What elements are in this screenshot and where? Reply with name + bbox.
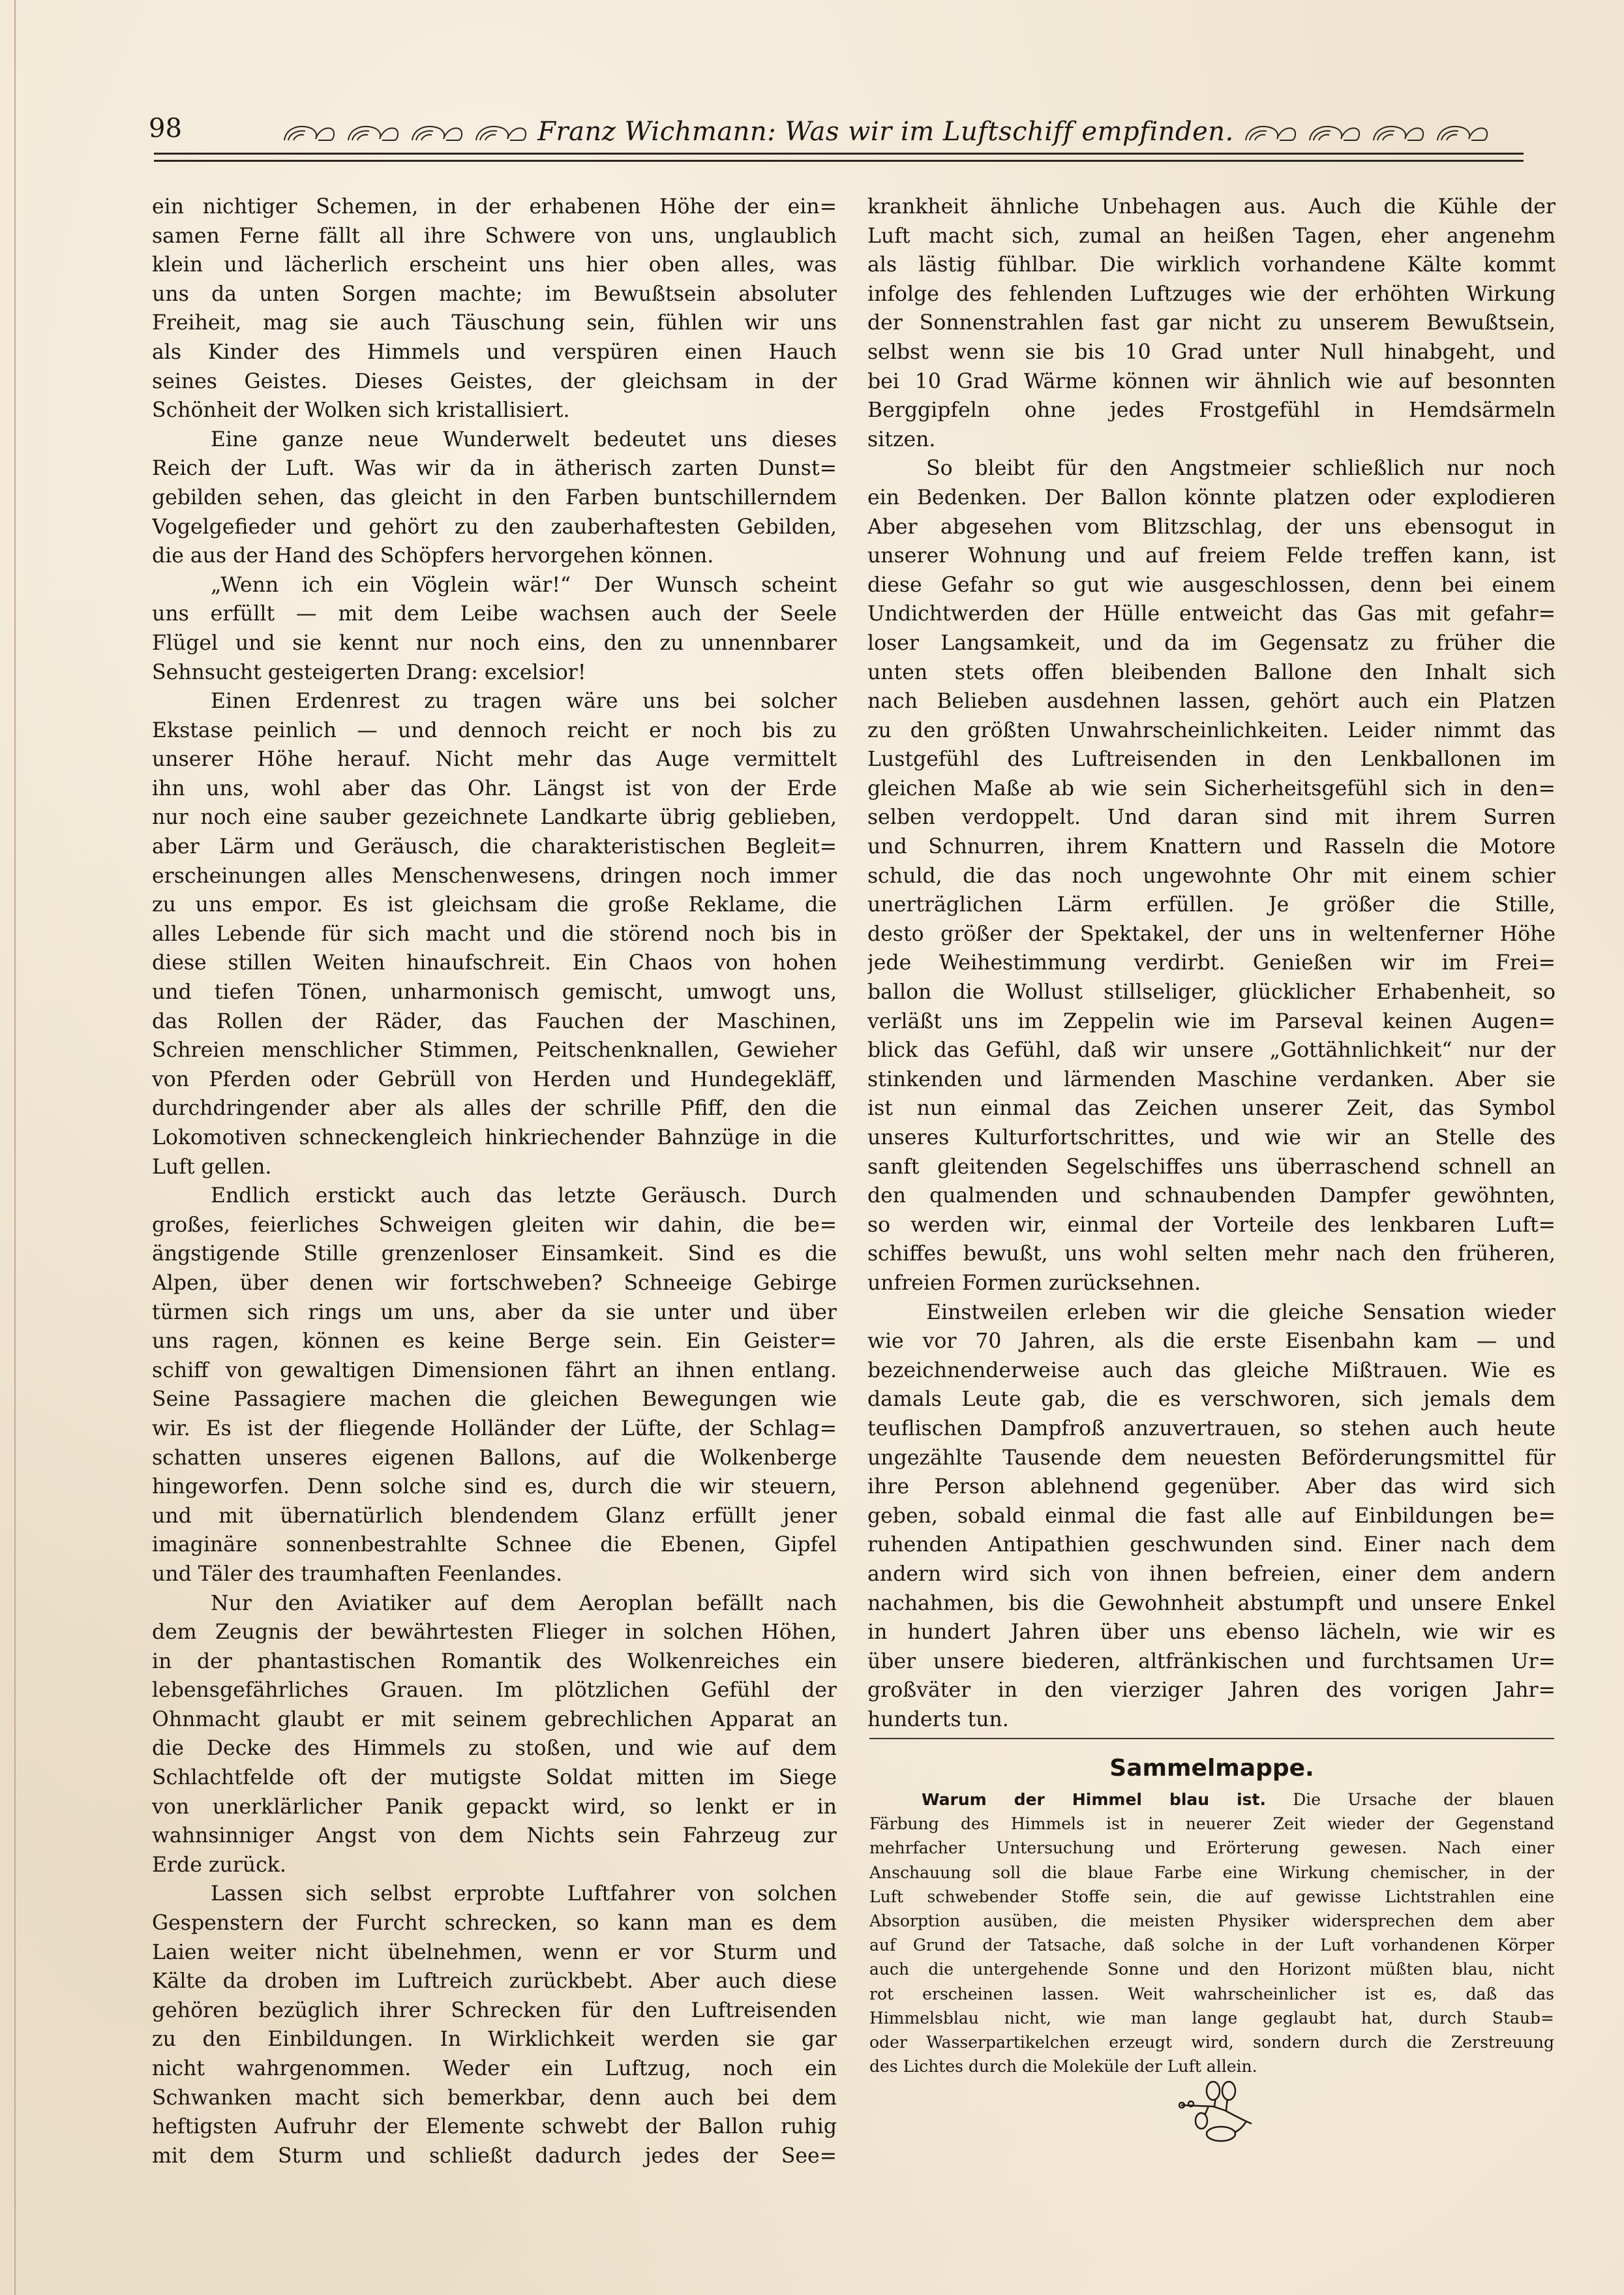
section-separator [869,1738,1554,1739]
text-line: die aus der Hand des Schöpfers hervorgehen können. [152,544,714,568]
text-line: Ohnmacht glaubt er mit seinem gebrechlichen Apparat an [152,1707,837,1731]
text-line: Schwanken macht sich bemerkbar, denn auch bei dem [152,2086,837,2110]
text-line: ballon die Wollust stillseliger, glücklicher Erhabenheit, so [867,980,1556,1005]
page-edge-line [14,0,16,2295]
text-line: diese stillen Weiten hinaufschreit. Ein Chaos von hohen [152,951,837,975]
text-line: heftigsten Aufruhr der Elemente schwebt der Ballon ruhig [152,2115,837,2139]
text-line: so werden wir, einmal der Vorteile des lenkbaren Luft= [867,1213,1556,1237]
text-line: und Täler des traumhaften Feenlandes. [152,1562,563,1586]
text-line: ein Bedenken. Der Ballon könnte platzen oder explodieren [867,485,1556,509]
text-line: wahnsinniger Angst von dem Nichts sein Fahrzeug zur [152,1824,837,1848]
text-line: Luft macht sich, zumal an heißen Tagen, eher angenehm [867,224,1556,248]
header-rule-top [154,153,1524,155]
left-column [152,192,837,2170]
text-line: uns erfüllt — mit dem Leibe wachsen auch der Seele [152,602,837,626]
text-line: damals Leute gab, die es verschworen, sich jemals dem [867,1388,1556,1412]
text-line: unseres Kulturfortschrittes, und wie wir an Stelle des [867,1126,1556,1149]
text-line: unten stets offen bleibenden Ballone den Inhalt sich [867,660,1556,684]
text-line: großväter in den vierziger Jahren des vorigen Jahr= [867,1679,1556,1703]
text-line: und mit übernatürlich blendendem Glanz erfüllt jener [152,1504,837,1528]
leaf-scroll-ornament-icon [1371,121,1426,143]
text-line: andern wird sich von ihnen befreien, einer dem andern [867,1562,1556,1586]
text-line: „Wenn ich ein Vöglein wär!“ Der Wunsch scheint [211,573,837,597]
text-line: durchdringender aber als alles der schrille Pfiff, den die [152,1097,837,1121]
text-line: Gespenstern der Furcht schrecken, so kann man es dem [152,1911,837,1936]
text-line: klein und lächerlich erscheint uns hier oben alles, was [152,253,837,277]
leaf-scroll-ornament-icon [282,121,337,143]
text-line: stinkenden und lärmenden Maschine verdanken. Aber sie [867,1067,1556,1091]
text-line: Reich der Luft. Was wir da in ätherisch zarten Dunst= [152,457,837,481]
text-line: ein nichtiger Schemen, in der erhabenen Höhe der ein= [152,195,837,219]
leaf-scroll-ornament-icon [1307,121,1362,143]
text-line: in der phantastischen Romantik des Wolkenreiches ein [152,1649,837,1673]
text-line: teuflischen Dampfroß anzuvertrauen, so stehen auch heute [867,1416,1556,1440]
text-line: in hundert Jahren über uns ebenso lächeln, wie wir es [867,1620,1556,1645]
text-line: unserer Höhe herauf. Nicht mehr das Auge vermittelt [152,748,837,772]
text-line: gebilden sehen, das gleicht in den Farben buntschillerndem [152,485,837,509]
text-line: zu uns empor. Es ist gleichsam die große Reklame, die [152,893,837,917]
running-title [292,112,1479,151]
text-line: nachahmen, bis die Gewohnheit abstumpft und unsere Enkel [867,1591,1556,1615]
text-line: ist nun einmal das Zeichen unserer Zeit, das Symbol [867,1097,1556,1121]
sammelmappe-heading: Sammelmappe. [1109,1755,1314,1782]
text-line: unerträglichen Lärm erfüllen. Je größer die Stille, [867,893,1556,917]
text-line: uns da unten Sorgen machte; im Bewußtsein absoluter [152,282,837,306]
text-line: zu den größten Unwahrscheinlichkeiten. Leider nimmt das [867,718,1556,742]
text-line: geben, sobald einmal die fast alle auf Einbildungen be= [867,1504,1556,1528]
header-rule-bottom [154,160,1524,162]
sammelmappe-line: Färbung des Himmels ist in neuerer Zeit wieder der Gegenstand [869,1814,1554,1834]
text-line: Schlachtfelde oft der mutigste Soldat mitten im Siege [152,1766,837,1790]
sammelmappe-line: auch die untergehende Sonne und den Horizont müßten blau, nicht [869,1960,1554,1979]
text-line: diese Gefahr so gut wie ausgeschlossen, denn bei einem [867,573,1556,597]
text-line: Kälte da droben im Luftreich zurückbebt. Aber auch diese [152,1969,837,1994]
text-line: Endlich erstickt auch das letzte Geräusch. Durch [211,1184,837,1208]
sammelmappe-line: mehrfacher Untersuchung und Erörterung gewesen. Nach einer [869,1838,1554,1858]
sammelmappe-line: Anschauung soll die blaue Farbe eine Wirkung chemischer, in der [869,1862,1554,1882]
text-line: nach Belieben ausdehnen lassen, gehört auch ein Platzen [867,690,1556,714]
text-line: Erde zurück. [152,1853,286,1877]
text-line: schiff von gewaltigen Dimensionen fährt an ihnen entlang. [152,1358,837,1382]
text-line: Luft gellen. [152,1155,272,1179]
sammelmappe-line: Absorption ausüben, die meisten Physiker widersprechen dem aber [869,1911,1554,1930]
leaf-scroll-ornament-icon [474,121,528,143]
text-line: als Kinder des Himmels und verspüren einen Hauch [152,340,837,364]
text-line: selben verdoppelt. Und daran sind mit ihrem Surren [867,806,1556,830]
text-line: als lästig fühlbar. Die wirklich vorhandene Kälte kommt [867,253,1556,277]
text-line: aber Lärm und Geräusch, die charakteristischen Begleit= [152,835,837,859]
text-line: Seine Passagiere machen die gleichen Bewegungen wie [152,1388,837,1412]
sammelmappe-line: oder Wasserpartikelchen erzeugt wird, sondern durch die Zerstreuung [869,2032,1554,2052]
text-line: nur noch eine sauber gezeichnete Landkarte übrig geblieben, [152,806,837,830]
text-line: Lokomotiven schneckengleich hinkriechender Bahnzüge in die [152,1126,837,1149]
text-line: mit dem Sturm und schließt dadurch jedes der See= [152,2144,837,2168]
text-line: schiffes bewußt, uns wohl selten mehr nach den früheren, [867,1242,1556,1266]
text-line: jede Weihestimmung verdirbt. Genießen wir im Frei= [867,951,1556,975]
sammelmappe-subheading: Warum der Himmel blau ist. [922,1790,1266,1809]
text-line: uns ragen, können es keine Berge sein. Ein Geister= [152,1330,837,1354]
text-line: Flügel und sie kennt nur noch eins, den zu unnennbarer [152,631,837,655]
text-line: verläßt uns im Zeppelin wie im Parseval keinen Augen= [867,1009,1556,1033]
text-line: lebensgefährliches Grauen. Im plötzlichen Gefühl der [152,1679,837,1703]
text-line: türmen sich rings um uns, aber da sie unter und über [152,1300,837,1324]
text-line: der Sonnenstrahlen fast gar nicht zu unserem Bewußtsein, [867,311,1556,335]
sammelmappe-first-line-text: Die Ursache der blauen [1293,1790,1554,1809]
text-line: loser Langsamkeit, und da im Gegensatz zu früher die [867,631,1556,655]
article-title: Franz Wichmann: Was wir im Luftschiff empfinden. [537,117,1234,147]
text-line: desto größer der Spektakel, der uns in weltenferner Höhe [867,922,1556,946]
text-line: samen Ferne fällt all ihre Schwere von uns, unglaublich [152,224,837,248]
text-line: Undichtwerden der Hülle entweicht das Gas mit gefahr= [867,602,1556,626]
text-line: erscheinungen alles Menschenwesens, dringen noch immer [152,864,837,888]
text-line: nicht wahrgenommen. Weder ein Luftzug, noch ein [152,2057,837,2080]
text-line: schuld, die das noch ungewohnte Ohr mit einem schier [867,864,1556,888]
text-line: die Decke des Himmels zu stoßen, und wie auf dem [152,1737,837,1761]
text-line: von Pferden oder Gebrüll von Herden und Hundegekläff, [152,1067,837,1091]
text-line: wie vor 70 Jahren, als die erste Eisenbahn kam — und [867,1330,1556,1354]
text-line: Eine ganze neue Wunderwelt bedeutet uns dieses [211,427,837,451]
sammelmappe-line: Luft schwebender Stoffe sein, die auf gewisse Lichtstrahlen eine [869,1887,1554,1906]
text-line: hingeworfen. Denn solche sind es, durch die wir steuern, [152,1475,837,1499]
text-line: Freiheit, mag sie auch Täuschung sein, fühlen wir uns [152,311,837,335]
text-line: Einen Erdenrest zu tragen wäre uns bei solcher [211,690,837,714]
text-line: So bleibt für den Angstmeier schließlich nur noch [926,457,1556,481]
sammelmappe-line: auf Grund der Tatsache, daß solche in der Luft vorhandenen Körper [869,1936,1554,1955]
sammelmappe-line: rot erscheinen lassen. Weit wahrscheinlicher ist es, daß das [869,1984,1554,2003]
text-line: ungezählte Tausende dem neuesten Beförderungsmittel für [867,1446,1556,1470]
blossom-branch-ornament-icon [1174,2078,1259,2143]
text-line: seines Geistes. Dieses Geistes, der gleichsam in der [152,369,837,393]
sammelmappe-line: des Lichtes durch die Moleküle der Luft allein. [869,2057,1257,2076]
text-line: ruhenden Antipathien geschwunden sind. Einer nach dem [867,1533,1556,1557]
leaf-scroll-ornament-icon [410,121,464,143]
sammelmappe-body [869,1787,1554,2078]
sammelmappe-line: Himmelsblau nicht, wie man lange geglaubt hat, durch Staub= [869,2008,1554,2028]
text-line: Berggipfeln ohne jedes Frostgefühl in Hemdsärmeln [867,399,1556,423]
text-line: krankheit ähnliche Unbehagen aus. Auch die Kühle der [867,195,1556,219]
text-line: von unerklärlicher Panik gepackt wird, so lenkt er in [152,1795,837,1819]
text-line: Alpen, über denen wir fortschweben? Schneeige Gebirge [152,1271,837,1295]
text-line: über unsere biederen, altfränkischen und furchtsamen Ur= [867,1649,1556,1673]
text-line: Laien weiter nicht übelnehmen, wenn er vor Sturm und [152,1940,837,1964]
text-line: Vogelgefieder und gehört zu den zauberhaftesten Gebilden, [152,515,837,539]
text-line: ihn uns, wohl aber das Ohr. Längst ist von der Erde [152,776,837,800]
text-line: großes, feierliches Schweigen gleiten wir dahin, die be= [152,1213,837,1237]
text-line: zu den Einbildungen. In Wirklichkeit werden sie gar [152,2028,837,2052]
text-line: Lustgefühl des Luftreisenden in den Lenkballonen im [867,748,1556,772]
text-line: und Schnurren, ihrem Knattern und Rasseln die Motore [867,835,1556,859]
text-line: hunderts tun. [867,1707,1009,1731]
text-line: Ekstase peinlich — und dennoch reicht er noch bis zu [152,718,837,742]
text-line: alles Lebende für sich macht und die störend noch bis in [152,922,837,946]
text-line: ihre Person ablehnend gegenüber. Aber das wird sich [867,1475,1556,1499]
text-line: selbst wenn sie bis 10 Grad unter Null hinabgeht, und [867,340,1556,364]
text-line: blick das Gefühl, daß wir unsere „Gottähnlichkeit“ nur der [867,1039,1556,1063]
text-line: schatten unseres eigenen Ballons, auf die Wolkenberge [152,1446,837,1470]
text-line: unserer Wohnung und auf freiem Felde treffen kann, ist [867,544,1556,568]
text-line: und tiefen Tönen, unharmonisch gemischt, umwogt uns, [152,980,837,1005]
text-line: dem Zeugnis der bewährtesten Flieger in solchen Höhen, [152,1620,837,1645]
sammelmappe-first-line [869,1787,1554,1812]
text-line: wir. Es ist der fliegende Holländer der Lüfte, der Schlag= [152,1416,837,1440]
text-line: Schreien menschlicher Stimmen, Peitschenknallen, Gewieher [152,1039,837,1063]
text-line: Schönheit der Wolken sich kristallisiert. [152,399,570,423]
text-line: imaginäre sonnenbestrahlte Schnee die Ebenen, Gipfel [152,1533,837,1557]
text-line: infolge des fehlenden Luftzuges wie der erhöhten Wirkung [867,282,1556,306]
text-line: Sehnsucht gesteigerten Drang: excelsior! [152,660,586,684]
text-line: bei 10 Grad Wärme können wir ähnlich wie auf besonnten [867,369,1556,393]
running-header [149,112,1505,151]
text-line: den qualmenden und schnaubenden Dampfer gewöhnten, [867,1184,1556,1208]
text-line: unfreien Formen zurücksehnen. [867,1271,1201,1295]
text-line: Lassen sich selbst erprobte Luftfahrer von solchen [211,1882,837,1906]
right-column [867,192,1556,1734]
text-line: das Rollen der Räder, das Fauchen der Maschinen, [152,1009,837,1033]
leaf-scroll-ornament-icon [1435,121,1490,143]
text-line: Nur den Aviatiker auf dem Aeroplan befällt nach [211,1591,837,1615]
leaf-scroll-ornament-icon [346,121,400,143]
text-line: gehören bezüglich ihrer Schrecken für den Luftreisenden [152,1998,837,2022]
text-line: Einstweilen erleben wir die gleiche Sensation wieder [926,1300,1556,1324]
text-line: sanft gleitenden Segelschiffes uns überraschend schnell an [867,1155,1556,1179]
text-line: Aber abgesehen vom Blitzschlag, der uns ebensogut in [867,515,1556,539]
text-line: gleichen Maße ab wie sein Sicherheitsgefühl sich in den= [867,776,1556,800]
text-line: bezeichnenderweise auch das gleiche Mißtrauen. Wie es [867,1358,1556,1382]
page-number: 98 [149,114,182,144]
text-line: sitzen. [867,427,936,451]
text-line: ängstigende Stille grenzenloser Einsamkeit. Sind es die [152,1242,837,1266]
leaf-scroll-ornament-icon [1243,121,1298,143]
